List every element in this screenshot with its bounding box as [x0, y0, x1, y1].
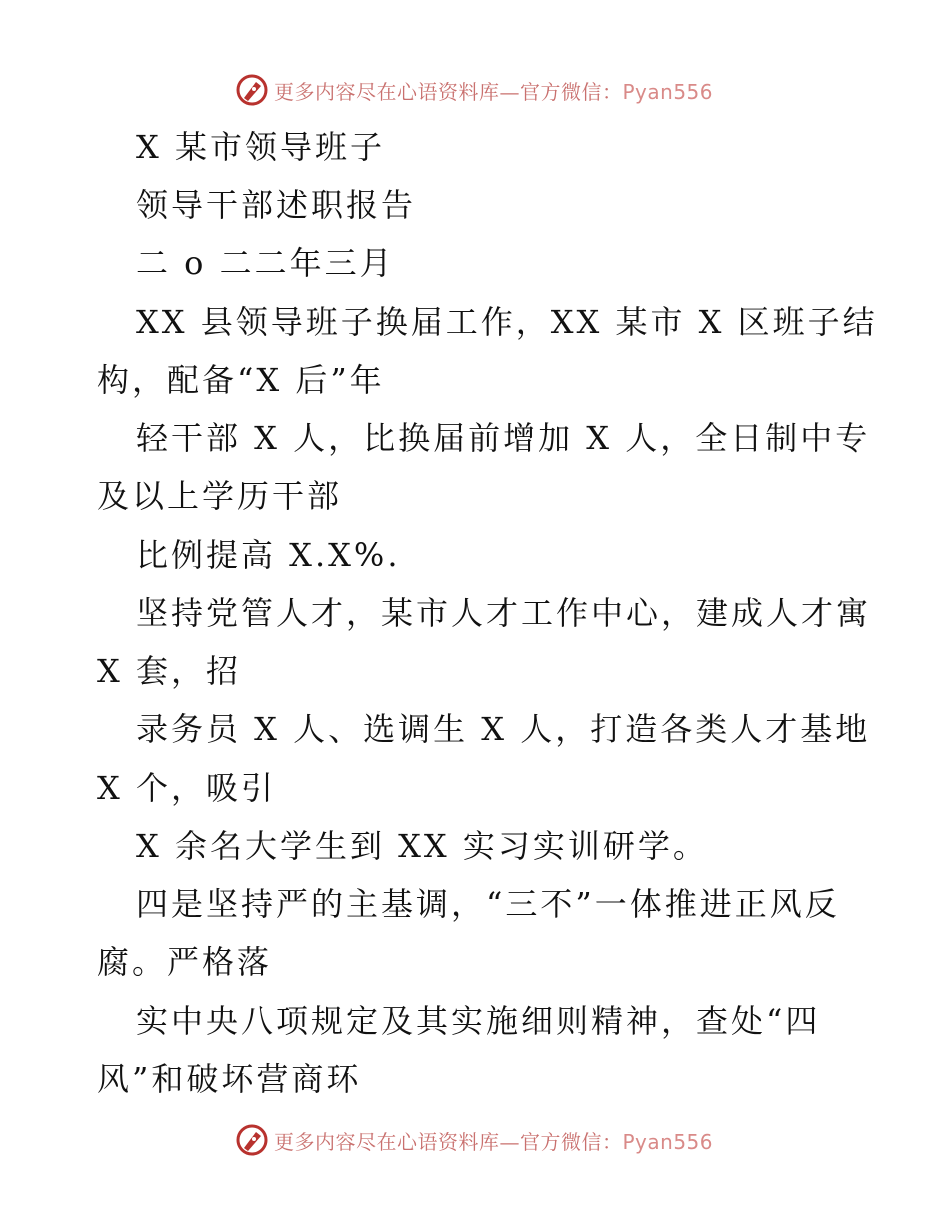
doc-line: X 套，招: [97, 652, 241, 690]
doc-line: 领导干部述职报告: [136, 186, 417, 224]
doc-line: XX 县领导班子换届工作，XX 某市 X 区班子结: [136, 303, 878, 341]
doc-line: 腐。严格落: [97, 943, 273, 981]
doc-line: 轻干部 X 人，比换届前增加 X 人，全日制中专: [136, 419, 871, 457]
doc-line: X 个，吸引: [97, 769, 276, 807]
doc-line: 二 o 二二年三月: [136, 244, 395, 282]
doc-line: 四是坚持严的主基调，“三不”一体推进正风反: [136, 885, 840, 923]
doc-line: X 某市领导班子: [136, 128, 385, 166]
doc-line: 比例提高 X.X%.: [136, 536, 401, 574]
doc-line: X 余名大学生到 XX 实习实训研学。: [136, 827, 708, 865]
doc-line: 及以上学历干部: [97, 477, 343, 515]
pen-nib-logo-icon: [234, 72, 270, 108]
footer-text: 更多内容尽在心语资料库—官方微信：Pyan556: [274, 1129, 714, 1154]
pen-nib-logo-icon: [234, 1122, 270, 1158]
header-text: 更多内容尽在心语资料库—官方微信：Pyan556: [274, 79, 714, 104]
doc-line: 坚持党管人才，某市人才工作中心，建成人才寓: [136, 594, 872, 632]
doc-line: 风”和破坏营商环: [97, 1060, 362, 1098]
doc-line: 实中央八项规定及其实施细则精神，查处“四: [136, 1002, 821, 1040]
doc-line: 录务员 X 人、选调生 X 人，打造各类人才基地: [136, 710, 871, 748]
footer-banner: [0, 1120, 950, 1160]
doc-line: 构，配备“X 后”年: [97, 361, 385, 399]
header-banner: [0, 70, 950, 110]
